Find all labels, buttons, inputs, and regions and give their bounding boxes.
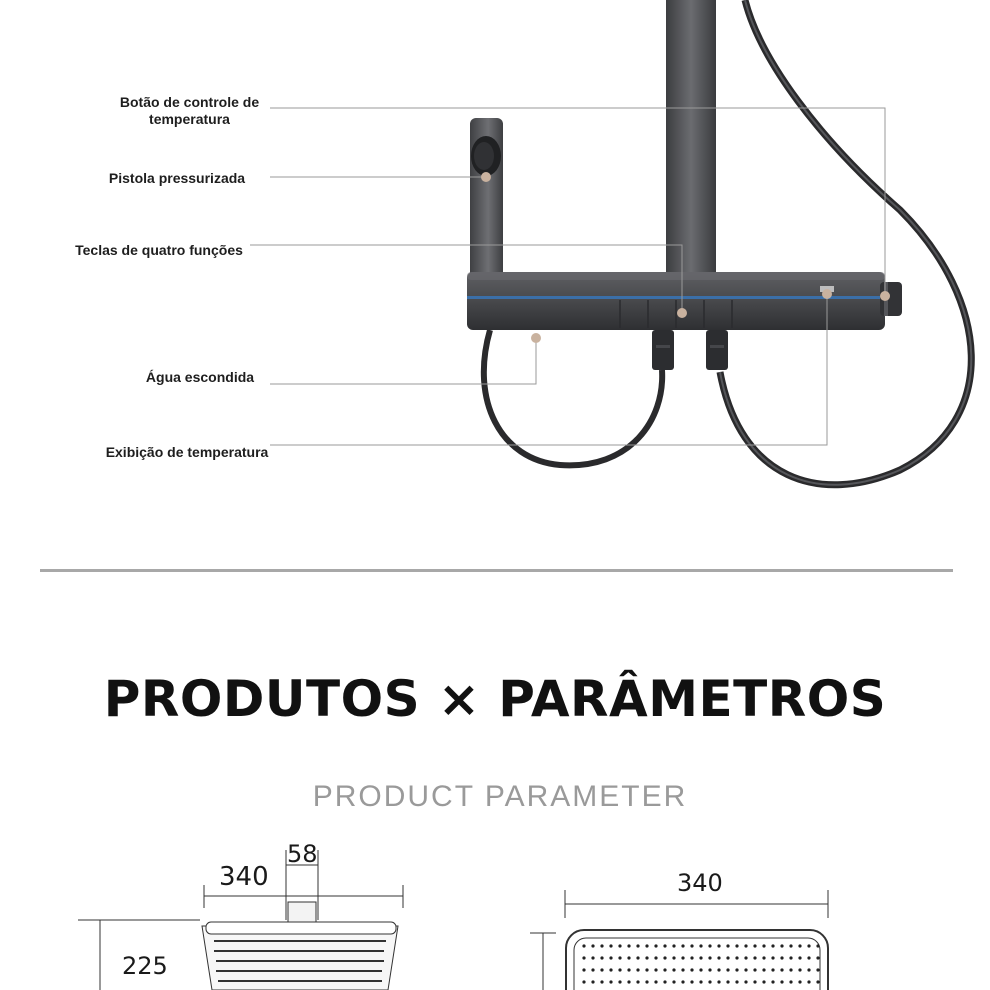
callout-temp-display: Exibição de temperatura: [105, 444, 269, 460]
top-view-drawing: [530, 890, 828, 990]
callout-temp-button: Botão de controle de temperatura: [119, 94, 260, 127]
callout-spray-gun: Pistola pressurizada: [108, 170, 246, 186]
top-view-nozzles: [582, 944, 819, 983]
shower-hose: [720, 0, 971, 485]
callout-hidden-water: Água escondida: [145, 369, 255, 385]
dimension-right-width: 340: [677, 869, 723, 897]
section-subtitle: PRODUCT PARAMETER: [312, 780, 688, 813]
accent-strip: [467, 296, 885, 299]
callout-function-keys: Teclas de quatro funções: [75, 242, 243, 258]
riser-pipe: [666, 0, 716, 278]
section-title: PRODUTOS × PARÂMETROS: [103, 670, 887, 728]
section-divider: [40, 569, 953, 572]
dimension-left-height: 225: [122, 952, 168, 980]
dimension-left-width: 340: [219, 862, 269, 892]
dimension-left-depth: 58: [287, 840, 318, 868]
